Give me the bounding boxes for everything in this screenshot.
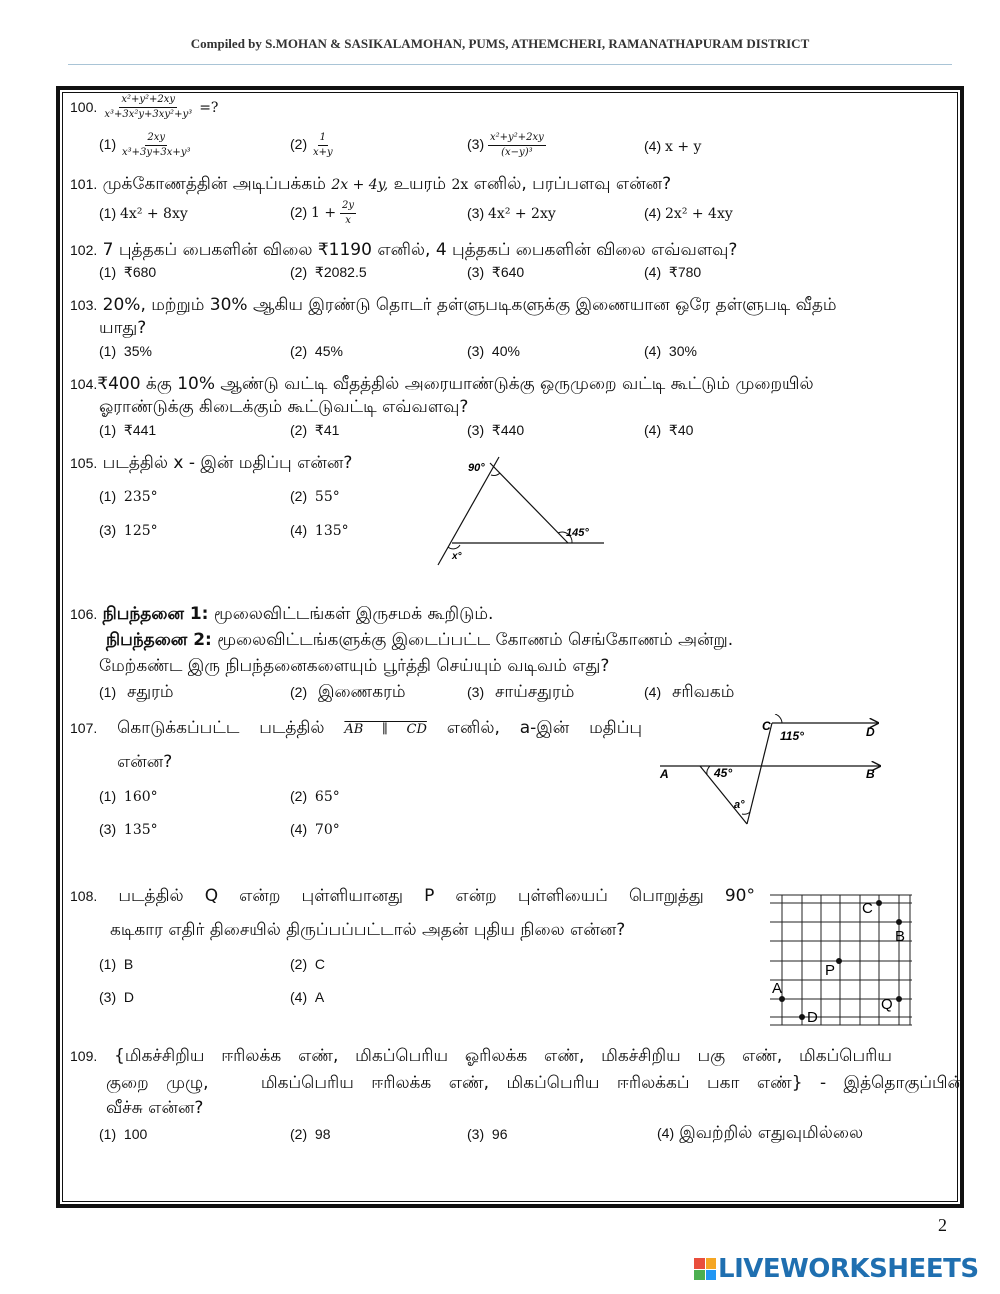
fig-label-b: B bbox=[866, 767, 875, 781]
question-number: 100. bbox=[70, 99, 98, 115]
q102-option-1[interactable]: (1) ₹680 bbox=[99, 264, 157, 280]
fig-angle-x: x° bbox=[452, 551, 462, 562]
q107-option-2[interactable]: (2) 65° bbox=[290, 788, 340, 805]
q105-triangle-figure bbox=[430, 455, 610, 570]
q101-option-3[interactable]: (3) 4x² + 2xy bbox=[467, 205, 556, 222]
q107-option-3[interactable]: (3) 135° bbox=[99, 821, 158, 838]
question-106-condition-2: நிபந்தனை 2: மூலைவிட்டங்களுக்கு இடைப்பட்ட கோணம் செங்கோணம் அன்று. bbox=[106, 630, 734, 650]
q106-option-1[interactable]: (1) சதுரம் bbox=[99, 682, 174, 702]
page-header: Compiled by S.MOHAN & SASIKALAMOHAN, PUMS, ATHEMCHERI, RAMANATHAPURAM DISTRICT bbox=[190, 36, 810, 51]
q108-grid-figure bbox=[765, 893, 915, 1028]
q106-option-3[interactable]: (3) சாய்சதுரம் bbox=[467, 682, 575, 702]
grid-label-d: D bbox=[807, 1009, 818, 1026]
q104-option-2[interactable]: (2) ₹41 bbox=[290, 422, 340, 438]
q100-option-3[interactable]: (3) $\frac{\text{x²+y²+2xy}}{\text{(x−y)³}}$ bbox=[467, 132, 544, 158]
question-109-line3: வீச்சு என்ன? bbox=[106, 1098, 204, 1118]
q107-option-4[interactable]: (4) 70° bbox=[290, 821, 340, 838]
liveworksheets-wordmark: LIVEWORKSHEETS bbox=[718, 1254, 979, 1284]
question-107-line2: என்ன? bbox=[117, 752, 173, 772]
q105-option-2[interactable]: (2) 55° bbox=[290, 488, 340, 505]
question-105: 105. படத்தில் x - இன் மதிப்பு என்ன? bbox=[70, 453, 353, 473]
q109-option-4[interactable]: (4) இவற்றில் எதுவுமில்லை bbox=[657, 1123, 864, 1143]
q108-option-1[interactable]: (1) B bbox=[99, 956, 134, 972]
question-103-line2: யாது? bbox=[99, 318, 147, 338]
fig-angle-115: 115° bbox=[780, 729, 804, 743]
fig-angle-145: 145° bbox=[566, 527, 589, 539]
liveworksheets-brand[interactable] bbox=[694, 1254, 979, 1284]
grid-point-b bbox=[896, 919, 902, 925]
question-106: 106. நிபந்தனை 1: மூலைவிட்டங்கள் இருசமக் கூறிடும். bbox=[70, 604, 494, 624]
q101-option-1[interactable]: (1) 4x² + 8xy bbox=[99, 205, 188, 222]
question-100: 100. $\frac{\text{x²+y²+2xy}}{\text{x³+3x²y+3xy²+y³}}$ =? bbox=[70, 94, 219, 120]
question-109: 109. {மிகச்சிறிய ஈரிலக்க எண், மிகப்பெரிய ஓரிலக்க எண், மிகச்சிறிய பகு எண், மிகப்பெரிய bbox=[70, 1046, 892, 1066]
q103-option-1[interactable]: (1) 35% bbox=[99, 343, 152, 359]
q101-option-2[interactable]: (2) 1 + $\frac{2y}{x}$ bbox=[290, 200, 355, 226]
q103-option-3[interactable]: (3) 40% bbox=[467, 343, 520, 359]
q104-option-3[interactable]: (3) ₹440 bbox=[467, 422, 525, 438]
q109-option-3[interactable]: (3) 96 bbox=[467, 1126, 508, 1142]
question-108-line2: கடிகார எதிர் திசையில் திருப்பப்பட்டால் அதன் புதிய நிலை என்ன? bbox=[110, 920, 626, 940]
q108-option-4[interactable]: (4) A bbox=[290, 989, 325, 1005]
q108-option-3[interactable]: (3) D bbox=[99, 989, 135, 1005]
q102-option-4[interactable]: (4) ₹780 bbox=[644, 264, 702, 280]
fig-label-a: A bbox=[660, 767, 669, 781]
q104-option-4[interactable]: (4) ₹40 bbox=[644, 422, 694, 438]
fig-angle-a: a° bbox=[734, 799, 745, 811]
q103-option-2[interactable]: (2) 45% bbox=[290, 343, 343, 359]
q109-option-2[interactable]: (2) 98 bbox=[290, 1126, 331, 1142]
question-104-line2: ஓராண்டுக்கு கிடைக்கும் கூட்டுவட்டி எவ்வளவு? bbox=[99, 397, 469, 417]
q100-option-4[interactable]: (4) x + y bbox=[644, 138, 702, 155]
q105-option-4[interactable]: (4) 135° bbox=[290, 522, 349, 539]
question-101: 101. முக்கோணத்தின் அடிப்பக்கம் 2x + 4y, உயரம் 2x எனில், பரப்பளவு என்ன? bbox=[70, 174, 672, 194]
grid-point-p bbox=[836, 958, 842, 964]
grid-label-a: A bbox=[772, 980, 783, 997]
q100-option-1[interactable]: (1) $\frac{2xy}{\text{x³+3y+3x+y³}}$ bbox=[99, 132, 191, 158]
q108-option-2[interactable]: (2) C bbox=[290, 956, 326, 972]
grid-label-q: Q bbox=[881, 996, 893, 1013]
q107-option-1[interactable]: (1) 160° bbox=[99, 788, 158, 805]
question-103: 103. 20%, மற்றும் 30% ஆகிய இரண்டு தொடர் தள்ளுபடிகளுக்கு இணையான ஒரே தள்ளுபடி வீதம் bbox=[70, 295, 837, 315]
question-102: 102. 7 புத்தகப் பைகளின் விலை ₹1190 எனில், 4 புத்தகப் பைகளின் விலை எவ்வளவு? bbox=[70, 240, 738, 260]
grid-label-p: P bbox=[825, 962, 836, 979]
q101-option-4[interactable]: (4) 2x² + 4xy bbox=[644, 205, 733, 222]
q106-option-4[interactable]: (4) சரிவகம் bbox=[644, 682, 735, 702]
grid-label-c: C bbox=[862, 900, 873, 917]
question-fraction: $\frac{\text{x²+y²+2xy}}{\text{x³+3x²y+3xy²+y³}}$ bbox=[104, 94, 193, 120]
q100-option-2[interactable]: (2) $\frac{1}{x+y}$ bbox=[290, 132, 333, 158]
grid-label-b: B bbox=[895, 928, 906, 945]
q102-option-2[interactable]: (2) ₹2082.5 bbox=[290, 264, 367, 280]
fig-angle-45: 45° bbox=[714, 766, 733, 780]
fig-label-d: D bbox=[866, 725, 875, 739]
question-104: 104.₹400 க்கு 10% ஆண்டு வட்டி வீதத்தில் அரையாண்டுக்கு ஒருமுறை வட்டி கூட்டும் முறையில் bbox=[70, 374, 814, 394]
fig-angle-90: 90° bbox=[468, 462, 485, 474]
question-106-line3: மேற்கண்ட இரு நிபந்தனைகளையும் பூர்த்தி செய்யும் வடிவம் எது? bbox=[99, 656, 610, 676]
q107-parallel-lines-figure bbox=[652, 714, 892, 829]
liveworksheets-logo-icon bbox=[694, 1258, 716, 1280]
question-107: 107. கொடுக்கப்பட்ட படத்தில் AB ∥ CD எனில், a-இன் மதிப்பு bbox=[70, 718, 643, 738]
grid-point-d bbox=[799, 1014, 805, 1020]
question-108: 108. படத்தில் Q என்ற புள்ளியானது P என்ற புள்ளியைப் பொறுத்து 90° bbox=[70, 886, 755, 906]
grid-point-q bbox=[896, 996, 902, 1002]
q104-option-1[interactable]: (1) ₹441 bbox=[99, 422, 157, 438]
q106-option-2[interactable]: (2) இணைகரம் bbox=[290, 682, 406, 702]
question-109-line2: குறை முழு, மிகப்பெரிய ஈரிலக்க எண், மிகப்பெரிய ஈரிலக்கப் பகா எண்} - இத்தொகுப்பின் bbox=[106, 1073, 964, 1093]
header-rule bbox=[68, 64, 952, 65]
q102-option-3[interactable]: (3) ₹640 bbox=[467, 264, 525, 280]
grid-point-c bbox=[876, 900, 882, 906]
q109-option-1[interactable]: (1) 100 bbox=[99, 1126, 148, 1142]
q103-option-4[interactable]: (4) 30% bbox=[644, 343, 697, 359]
page-number: 2 bbox=[938, 1215, 947, 1235]
fig-label-c: C bbox=[762, 719, 771, 733]
q105-option-1[interactable]: (1) 235° bbox=[99, 488, 158, 505]
q105-option-3[interactable]: (3) 125° bbox=[99, 522, 158, 539]
